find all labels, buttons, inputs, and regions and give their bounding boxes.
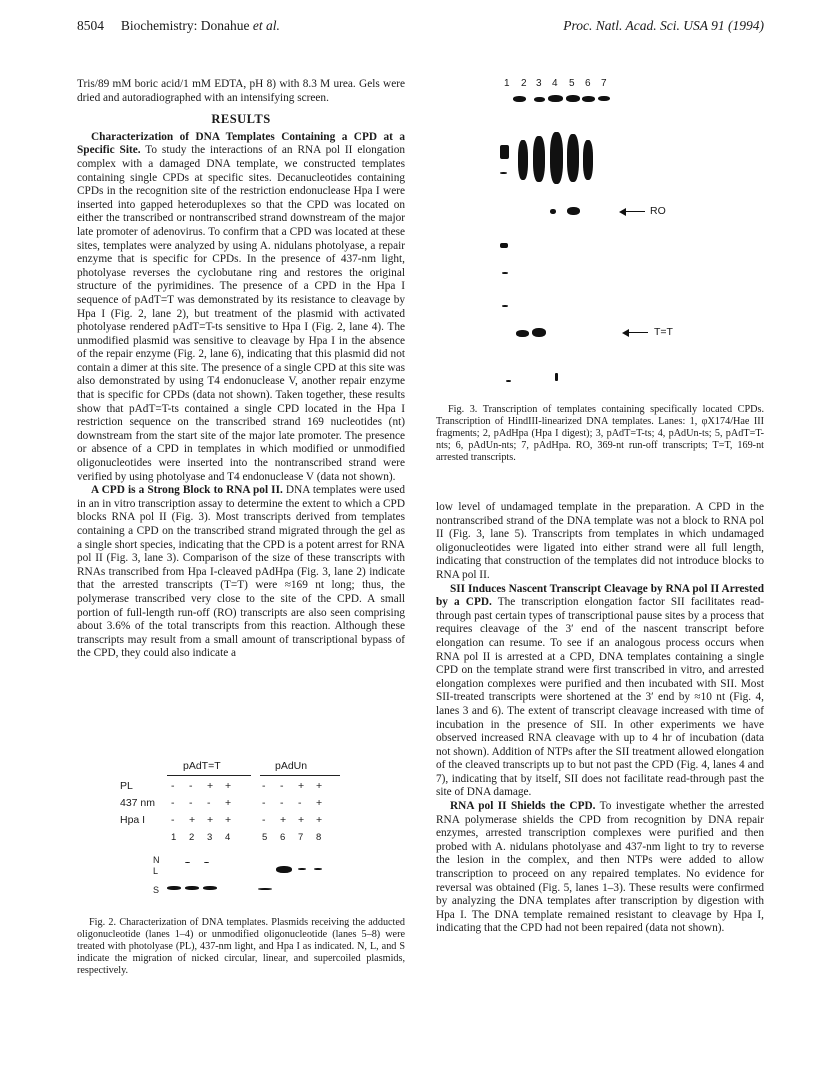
fig2-lane-number: 3 (207, 832, 213, 843)
fig2-condition-cell: - (262, 797, 266, 809)
fig2-band-s-lane3 (203, 886, 217, 890)
fig3-ro-band-lane5 (567, 207, 580, 215)
fig3-marker-band (500, 243, 508, 248)
fig3-smear-lane5 (567, 134, 579, 182)
fig3-caption-text: Transcription of templates containing specifically located CPDs. Transcription of HindIII-linearized DNA templates. Lanes: 1, φX174/Hae III fragments; 2, pAdHpa (Hpa I digest); 3, pAdT=T-ts; 4, pAdUn-ts; 5, pAdT=T-nts; 6, pAdUn-nts; 7, pAdHpa. RO, 369-nt run-off transcripts; T=T, 169-nt arrested transcripts. (436, 404, 764, 463)
fig2-condition-cell: - (171, 797, 175, 809)
fig3-marker-band (502, 272, 508, 274)
fig2-condition-cell: + (225, 814, 232, 826)
fig2-lane-number: 8 (316, 832, 322, 843)
fig3-marker-ladder (500, 145, 509, 159)
fig2-condition-cell: - (262, 814, 266, 826)
fig3-band-well-3 (548, 95, 563, 102)
journal-etal: et al. (252, 18, 280, 33)
running-header-right: Proc. Natl. Acad. Sci. USA 91 (1994) (563, 18, 764, 33)
fig3-ro-label: RO (650, 205, 666, 217)
fig2-caption (77, 917, 405, 977)
fig3-lane-number: 7 (601, 78, 607, 89)
fig2-group1-label: pAdT=T (183, 760, 221, 772)
left-column (77, 78, 405, 661)
fig2-condition-cell: - (189, 797, 193, 809)
fig3-marker-band (500, 172, 507, 174)
fig2-condition-cell: + (298, 780, 305, 792)
fig3-tt-band-lane3 (532, 328, 546, 337)
fig2-condition-cell: + (316, 814, 323, 826)
fig2-marker-s: S (153, 885, 160, 895)
fig3-lane-number: 3 (536, 78, 542, 89)
results-heading: RESULTS (211, 112, 271, 127)
fig3-lane-number: 2 (521, 78, 527, 89)
fig2-caption-text: Characterization of DNA templates. Plasmids receiving the adducted oligonucleotide (lanes 1–4) or unmodified oligonucleotide (lanes 5–8) were treated with photolyase (PL), 437-nm light, and Hpa I as indicated. N, L, and S indicate the migration of nicked circular, linear, and supercoiled plasmids, respectively. (77, 917, 406, 976)
fig3-ro-arrowhead (619, 208, 626, 216)
methods-tail: Tris/89 mM boric acid/1 mM EDTA, pH 8) with 8.3 M urea. Gels were dried and autoradiographed with an intensifying screen. (77, 78, 405, 104)
fig2-band-l-lane6 (276, 866, 292, 873)
fig2-row-label: Hpa I (120, 814, 146, 826)
fig2-condition-cell: + (225, 780, 232, 792)
fig2-band-s-lane2 (185, 886, 199, 890)
fig3-ro-arrow (623, 211, 645, 212)
fig3-caption (436, 404, 764, 464)
fig2-band-n-lane2 (185, 862, 190, 863)
fig2-condition-cell: + (298, 814, 305, 826)
fig2-condition-cell: + (225, 797, 232, 809)
fig2-condition-cell: + (316, 797, 323, 809)
paragraph-templates (77, 131, 405, 484)
fig2-row-label: 437 nm (120, 797, 156, 809)
fig2-band-l-lane7 (298, 868, 306, 870)
fig2-band-s-lane5 (258, 888, 272, 890)
fig2-marker-l: L (153, 866, 159, 876)
fig3-tt-arrowhead (622, 329, 629, 337)
fig2-lane-number: 7 (298, 832, 304, 843)
fig2-condition-cell: - (171, 780, 175, 792)
fig2-condition-cell: + (280, 814, 287, 826)
fig3-tt-label: T=T (654, 326, 673, 338)
fig2-condition-cell: - (171, 814, 175, 826)
fig2-group2-label: pAdUn (275, 760, 308, 772)
paragraph-title: RNA pol II Shields the CPD. (450, 800, 596, 813)
fig2-lane-number: 2 (189, 832, 195, 843)
paragraph-body: DNA templates were used in an in vitro transcription assay to determine the extent to which a CPD blocks RNA pol II (Fig. 3). Most transcripts derived from templates containing a CPD on the transcribed strand migrated through the gel as a single short species, indicating that the CPD is a potent arrest for RNA pol II (Fig. 3, lane 3). Comparison of the size of these transcripts with RNAs transcribed from Hpa I-cleaved pAdHpa (Fig. 3, lane 2) indicate that the arrested transcripts (T=T) were ≈169 nt long; thus, the polymerase transcribed very close to the site of the CPD. A small portion of full-length run-off (RO) transcripts are also seen comprising about 3.6% of the total transcripts from this reaction. Although these transcripts may result from a small amount of transcriptional bypass of the CPD, they could also indicate a (77, 484, 406, 660)
fig2-condition-cell: - (280, 797, 284, 809)
fig3-lane-number: 1 (504, 78, 510, 89)
paragraph-title: Characterization of DNA Templates Containing a CPD at a Specific Site. (77, 130, 405, 157)
fig2-condition-cell: + (207, 814, 214, 826)
fig3-band-well-5 (582, 96, 595, 102)
fig3-caption-label: Fig. 3. (448, 404, 478, 415)
fig2-group1-rule (167, 775, 251, 776)
fig3-smear-lane2 (518, 140, 528, 180)
fig2-marker-n: N (153, 855, 160, 865)
fig2-condition-cell: - (298, 797, 302, 809)
fig3-smear-lane6 (583, 140, 593, 180)
fig3-band-well-2 (534, 97, 545, 102)
fig3-lane-number: 5 (569, 78, 575, 89)
fig3-smear-lane3 (533, 136, 545, 182)
fig3-band-well-1 (513, 96, 526, 102)
fig2-condition-cell: - (262, 780, 266, 792)
paragraph-shield (436, 800, 764, 936)
fig3-marker-band (502, 305, 508, 307)
fig2-group2-rule (260, 775, 340, 776)
right-column (436, 501, 764, 936)
fig2-condition-cell: - (280, 780, 284, 792)
paragraph-title: A CPD is a Strong Block to RNA pol II. (91, 484, 283, 497)
fig2-condition-cell: + (207, 780, 214, 792)
fig2-condition-cell: + (189, 814, 196, 826)
fig2-lane-number: 6 (280, 832, 286, 843)
fig3-marker-band (506, 380, 511, 382)
fig3-lane-number: 4 (552, 78, 558, 89)
fig3-tt-band-lane2 (516, 330, 529, 337)
fig2-caption-label: Fig. 2. (89, 917, 117, 928)
fig3-tt-arrow (626, 332, 648, 333)
fig2-lane-number: 1 (171, 832, 177, 843)
fig3-lane-number: 6 (585, 78, 591, 89)
fig3-band-well-6 (598, 96, 610, 101)
fig2-condition-cell: + (316, 780, 323, 792)
paragraph-continued: low level of undamaged template in the preparation. A CPD in the nontranscribed strand of the DNA template was not a block to RNA pol II (Fig. 3, lane 5). Transcripts from templates in which undamaged oligonucleotides were ligated into either strand were all full length, indicating that construction of the templates did not introduce blocks to RNA pol II. (436, 501, 764, 581)
fig2-band-n-lane3 (204, 862, 209, 863)
paragraph-cpd-block (77, 484, 405, 661)
fig2-lane-number: 5 (262, 832, 268, 843)
paragraph-body: To study the interactions of an RNA pol II elongation complex with a damaged DNA template, we constructed templates containing single CPDs at specific sites. Decanucleotides containing CPDs in the recognition site of the restriction endonuclease Hpa I were inserted into gapped heteroduplexes so that the CPD was located on either the transcribed or nontranscribed strand downstream of the major late promoter of adenovirus. To confirm that a CPD was located at these sites, templates were analyzed by using A. nidulans photolyase, a repair enzyme that is specific for CPDs. In the presence of 437-nm light, photolyase reverses the cyclobutane ring and restores the original structure of the pyrimidines. The presence of a CPD in the Hpa I sequence of pAdT=T was demonstrated by its resistance to cleavage by Hpa I (Fig. 2, lane 2), but treatment of the plasmid with activated photolyase rendered pAdT=T-ts sensitive to Hpa I (Fig. 2, lane 4). The unmodified plasmid was sensitive to cleavage by Hpa I in the absence of the repair enzyme (Fig. 2, lane 6), indicating that this plasmid did not contain a dimer at this site. The presence of a single CPD at this site was also demonstrated by using T4 endonuclease V, another repair enzyme that is specific for CPDs (data not shown). Taken together, these results show that pAdT=T-ts contained a single CPD located in the Hpa I restriction sequence on the transcribed strand 169 nucleotides (nt) downstream from the start site of the major late promoter. The presence or absence of a CPD in templates in which modified or unmodified oligonucleotides were inserted into the nontranscribed strand were verified by using photolyase and T4 endonuclease V (data not shown). (77, 144, 406, 483)
fig3-artifact (555, 373, 558, 381)
fig3-band-well-4 (566, 95, 580, 102)
fig2-lane-number: 4 (225, 832, 231, 843)
fig2-condition-cell: - (207, 797, 211, 809)
fig3-smear-lane4 (550, 132, 563, 184)
paragraph-body: To investigate whether the arrested RNA polymerase shields the CPD from recognition by DNA repair enzymes, arrested transcription complexes were purified and then probed with A. nidulans photolyase and 437-nm light to try to reverse the lesion in the complex, and then NTPs were added to allow transcription to proceed on any repaired templates. No evidence for reversal was obtained (Fig. 5, lanes 1–3). These results were confirmed by analyzing the DNA templates after transcription by digestion with Hpa I. The DNA template remained resistant to cleavage by Hpa I, indicating that the CPD had not been repaired (data not shown). (436, 800, 764, 935)
fig3-ro-band-lane4 (550, 209, 556, 214)
fig2-condition-cell: - (189, 780, 193, 792)
paragraph-title: SII Induces Nascent Transcript Cleavage by RNA pol II Arrested by a CPD. (436, 582, 764, 609)
paragraph-sii (436, 583, 764, 801)
journal-title: Biochemistry: Donahue (120, 18, 250, 33)
fig2-row-label: PL (120, 780, 133, 792)
running-header-left (77, 18, 280, 34)
fig2-band-s-lane1 (167, 886, 181, 890)
page-number: 8504 (77, 18, 104, 33)
fig2-band-l-lane8 (314, 868, 322, 870)
paragraph-body: The transcription elongation factor SII facilitates read-through past certain types of transcriptional pause sites by a process that requires cleavage of the 3′ end of the nascent transcript before elongation can resume. To see if an analogous process occurs when RNA pol II is arrested at a CPD, DNA templates containing a single CPD on the template strand were first transcribed in vitro, and arrested elongation complexes were purified and then incubated with SII. Most SII-treated transcripts were shortened at the 3′ end by ≈10 nt (Fig. 4, lanes 3 and 6). The extent of transcript cleavage increased with time of incubation in the presence of SII. In other experiments we have observed increased RNA cleavage with up to 4 hr of incubation (data not shown). Addition of NTPs after the SII treatment allowed elongation of the cleaved transcripts up to but not past the CPD (Fig. 4, lanes 4 and 7), indicating that by itself, SII does not facilitate read-through past the site of DNA damage. (436, 596, 764, 799)
